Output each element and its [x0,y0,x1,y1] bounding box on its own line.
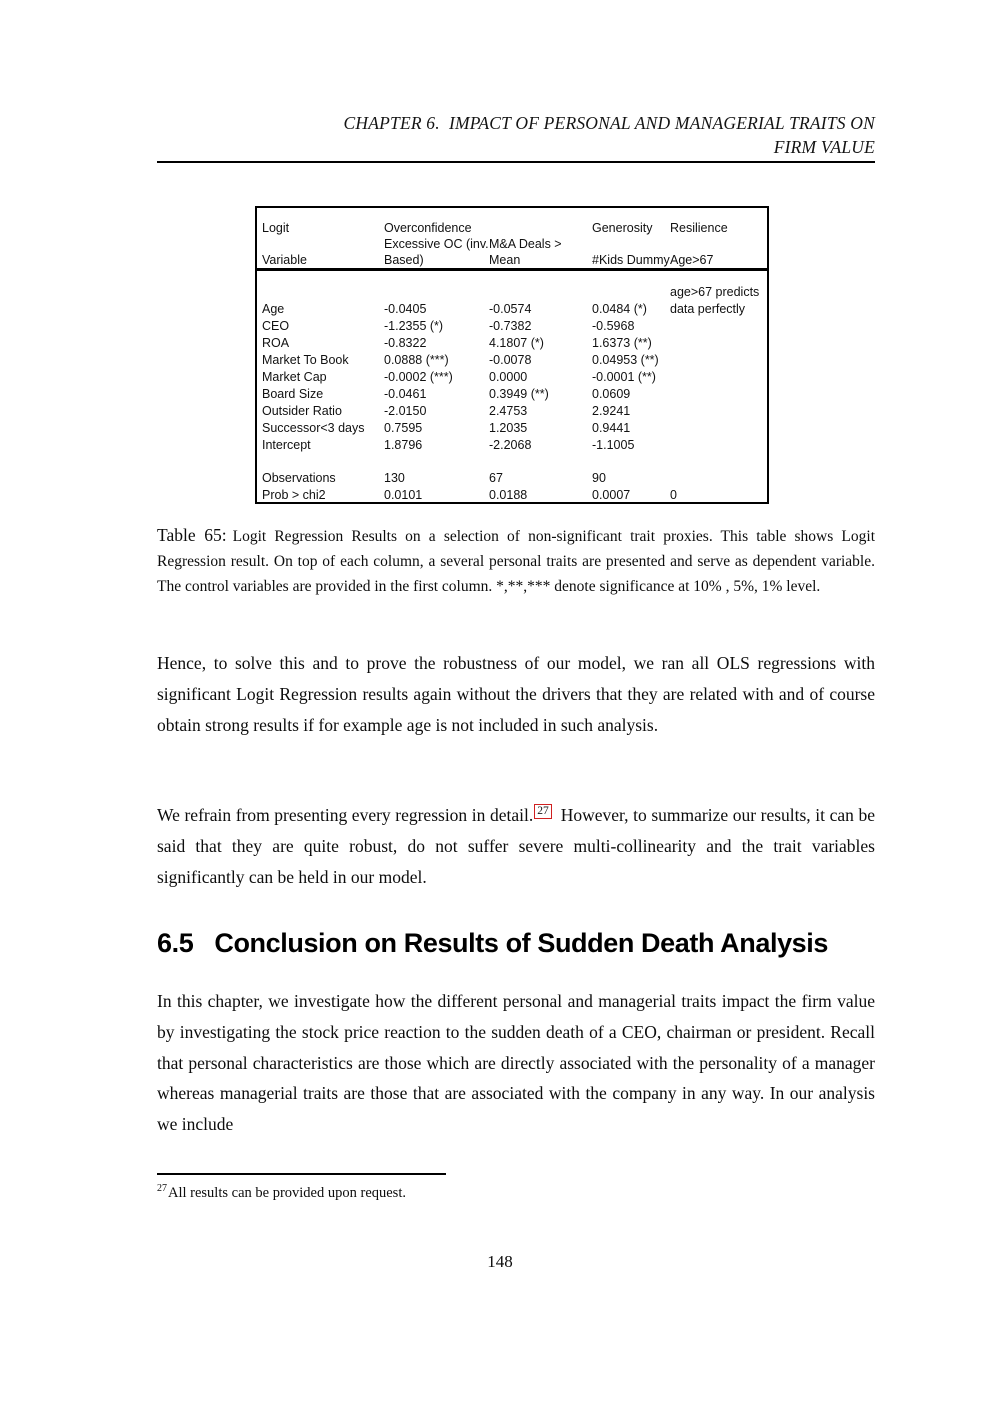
value-cell: 0.0007 [592,488,631,502]
table-stats-row [257,487,767,504]
resilience-note-cell: data perfectly [670,302,746,316]
row-label-cell: Market Cap [262,370,327,384]
value-cell: 0.0000 [489,370,528,384]
footnote-text: All results can be provided upon request. [168,1184,406,1201]
value-cell: 2.9241 [592,404,631,418]
row-label-cell: Age [262,302,285,316]
value-cell [665,352,767,369]
value-cell [665,318,767,335]
header-line: Excessive OC (inv. [384,237,489,251]
header-line [489,220,587,236]
resilience-note-cell: age>67 predicts [670,285,760,299]
value-cell [587,284,665,301]
row-label-cell: Observations [262,471,336,485]
header-cell-overconfidence [379,208,489,270]
value-cell: -1.2355 (*) [384,319,444,333]
header-line: Overconfidence [384,221,472,235]
table-row [257,301,767,318]
header-line: Age>67 [670,253,714,267]
table-stats-row [257,470,767,487]
body-paragraph-3: In this chapter, we investigate how the different personal and managerial traits impact the firm value by investigating the stock price reaction to the sudden death of a CEO, chairman or president. Recall that personal characteristics are those which are directly associated with the personality of a manager whereas managerial traits are those that are associated with the company in any way. In our analysis we include [157,991,875,1135]
header-rule [157,161,875,163]
value-cell [379,284,484,301]
value-cell [665,470,767,487]
footnote-rule [157,1173,446,1175]
value-cell: -0.0461 [384,387,427,401]
footnote-reference-link[interactable]: 27 [534,804,552,819]
logit-regression-table [257,208,767,504]
value-cell: 1.8796 [384,438,423,452]
value-cell [484,284,587,301]
value-cell: 67 [489,471,503,485]
value-cell: 0.0888 (***) [384,353,449,367]
running-head-line2: FIRM VALUE [773,137,875,157]
value-cell: 90 [592,471,606,485]
value-cell: 0.0188 [489,488,528,502]
header-cell-resilience [665,208,767,270]
row-label-cell: Board Size [262,387,324,401]
header-line: Generosity [592,221,653,235]
value-cell: 2.4753 [489,404,528,418]
value-cell: -2.2068 [489,438,532,452]
value-cell: -0.8322 [384,336,427,350]
row-label-cell: Prob > chi2 [262,488,326,502]
value-cell: 0 [670,488,677,502]
header-line: Mean [489,253,521,267]
value-cell: 1.2035 [489,421,528,435]
section-title: Conclusion on Results of Sudden Death Analysis [214,928,829,958]
spacer-row [257,270,767,285]
footnote [157,1179,875,1203]
table-row [257,318,767,335]
row-label-cell: ROA [262,336,290,350]
row-label-cell: Intercept [262,438,311,452]
table-row [257,386,767,403]
row-label-cell: Outsider Ratio [262,404,342,418]
value-cell: -0.5968 [592,319,635,333]
value-cell: 4.1807 (*) [489,336,544,350]
header-line: #Kids Dummy [592,253,670,267]
table-row [257,437,767,454]
row-label-cell: CEO [262,319,290,333]
header-line [592,236,665,252]
row-label-cell: Successor<3 days [262,421,365,435]
table-note-row [257,284,767,301]
value-cell: 0.3949 (**) [489,387,549,401]
header-line: M&A Deals > [489,237,562,251]
value-cell [665,335,767,352]
header-cell-ma-deals [484,208,587,270]
row-label-cell [257,284,379,301]
value-cell: 0.0101 [384,488,423,502]
value-cell: 0.0609 [592,387,631,401]
body-paragraph-2 [157,800,875,892]
value-cell [665,369,767,386]
value-cell: -0.7382 [489,319,532,333]
value-cell: -1.1005 [592,438,635,452]
header-line: Based) [384,253,424,267]
section-number: 6.5 [157,928,194,958]
value-cell [665,420,767,437]
value-cell: 0.04953 (**) [592,353,659,367]
paragraph-2-text-before: We refrain from presenting every regression in detail. [157,805,534,825]
value-cell [665,403,767,420]
table-row [257,420,767,437]
value-cell: 0.9441 [592,421,631,435]
regression-table-figure [255,206,769,504]
value-cell: -0.0405 [384,302,427,316]
header-line [670,236,767,252]
value-cell: 130 [384,471,405,485]
value-cell [665,386,767,403]
footnote-marker: 27 [157,1183,167,1194]
table-caption-label: Table 65: [157,525,227,545]
header-line: Resilience [670,221,728,235]
body-paragraph-1: Hence, to solve this and to prove the robustness of our model, we ran all OLS regressions with significant Logit Regression results again without the drivers that they are related with and of course obtain strong results if for example age is not included in such analysis. [157,653,875,735]
value-cell: -0.0001 (**) [592,370,656,384]
row-label-cell: Market To Book [262,353,349,367]
table-row [257,352,767,369]
value-cell: 0.7595 [384,421,423,435]
table-row [257,403,767,420]
table-header-row [257,208,767,270]
table-caption [157,523,875,599]
section-heading [157,928,897,959]
running-head-line1: CHAPTER 6. IMPACT OF PERSONAL AND MANAGERIAL TRAITS ON [343,113,875,133]
header-line: Variable [262,253,307,267]
table-row [257,335,767,352]
value-cell [665,437,767,454]
running-head [157,111,875,159]
value-cell: -0.0002 (***) [384,370,453,384]
header-cell-variable [257,208,379,270]
spacer-cell [257,454,767,470]
spacer-row [257,454,767,470]
value-cell: -0.0078 [489,353,532,367]
header-line [262,236,379,252]
value-cell: 0.0484 (*) [592,302,647,316]
spacer-cell [257,270,767,285]
header-line: Logit [262,221,290,235]
value-cell: -0.0574 [489,302,532,316]
header-cell-generosity [587,208,670,270]
table-caption-text: Logit Regression Results on a selection of non-significant trait proxies. This table shows Logit Regression result. On top of each column, a several personal traits are presented and serve as dependent variable. The control variables are provided in the first column. *,**,*** denote significance at 10% , 5%, 1% level. [157,528,875,595]
table-row [257,369,767,386]
page-number: 148 [487,1252,513,1271]
value-cell: -2.0150 [384,404,427,418]
value-cell: 1.6373 (**) [592,336,652,350]
paragraph-2-text-after: However, to summarize our results, it can be said that they are quite robust, do not suffer severe multi-collinearity and the trait variables significantly can be held in our model. [157,805,875,887]
